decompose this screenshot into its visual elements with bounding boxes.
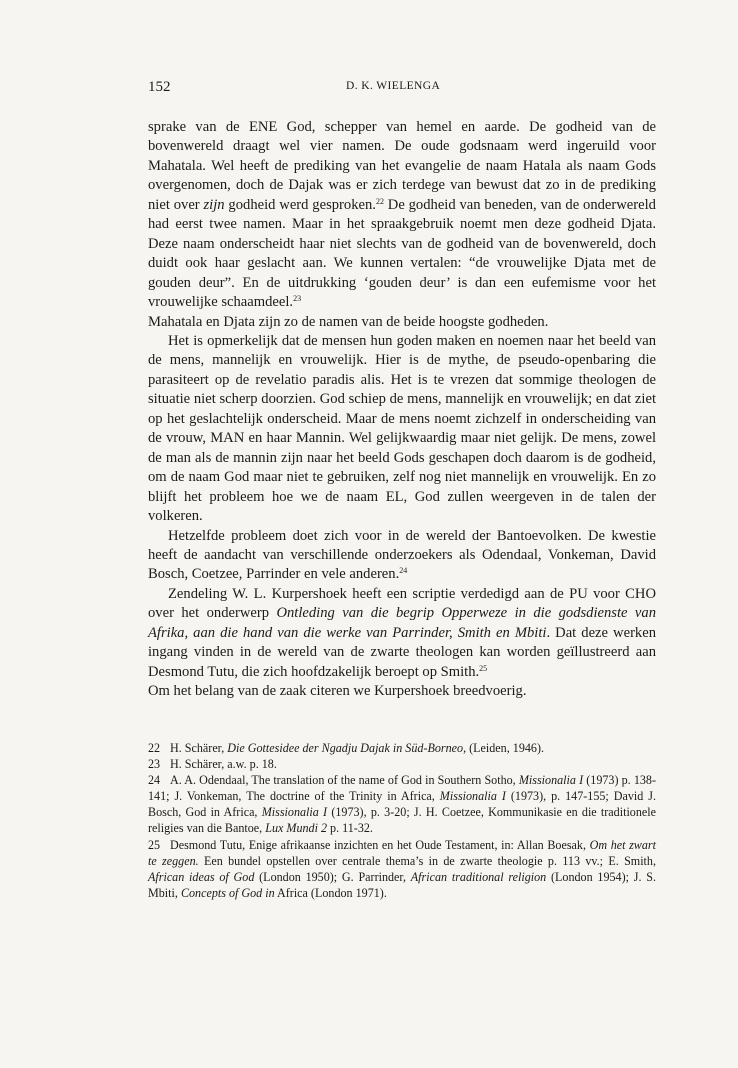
emphasis: Missionalia I [261, 805, 328, 820]
footnote-22 [148, 740, 656, 756]
text-run: (1973), p. 147-155; David J. Bosch, God in Africa, [148, 789, 656, 820]
page-header [148, 79, 656, 101]
emphasis: Die Gottesidee der Ngadju Dajak in Süd-Borneo, [227, 741, 467, 755]
text-run: (Leiden, 1946). [466, 741, 545, 755]
text-run: godheid werd gesproken. [224, 196, 376, 213]
emphasis: Missionalia I [518, 773, 584, 788]
emphasis: zijn [203, 196, 225, 213]
emphasis: African ideas of God [148, 869, 255, 884]
text-run: Zendeling W. L. Kurpershoek heeft een scriptie verdedigd aan de PU voor CHO over het onderwerp [148, 585, 656, 622]
text-run: De godheid van beneden, van de onderwereld had eerst twee namen. Maar in het spraakgebruik noemt men deze godheid Djata. Deze naam onderscheidt haar niet slechts van de godheid van de bovenwereld, doch duidt ook haar geslacht aan. We kunnen vertalen: “de vrouwelijke Djata met de gouden deur”. En de uitdrukking ‘gouden deur’ is dan een eufemisme voor het vrouwelijke schaamdeel. [148, 196, 656, 311]
text-run: Hetzelfde probleem doet zich voor in de wereld der Bantoevolken. De kwestie heeft de aandacht van verschillende onderzoekers als Odendaal, Vonkeman, David Bosch, Coetzee, Parrinder en vele anderen. [148, 527, 656, 583]
running-head: D. K. WIELENGA [346, 80, 441, 92]
text-run: (London 1950); G. Parrinder, [254, 869, 411, 884]
emphasis: Concepts of God in [180, 885, 275, 900]
text-run: (London 1954); J. S. Mbiti, [148, 869, 657, 900]
text-run: (1973) p. 138-141; J. Vonkeman, The doctrine of the Trinity in Africa, [148, 773, 656, 804]
footnote-ref-22[interactable]: 22 [375, 196, 384, 206]
emphasis: Lux Mundi 2 [265, 821, 328, 836]
paragraph-4 [148, 527, 656, 585]
emphasis: Missionalia I [439, 789, 506, 804]
footnote-number: 23 [148, 757, 161, 772]
footnotes [148, 740, 656, 901]
paragraph-2: Mahatala en Djata zijn zo de namen van de beide hoogste godheden. [148, 313, 549, 330]
footnote-ref-23[interactable]: 23 [293, 294, 302, 304]
text-run: (1973), p. 3-20; J. H. Coetzee, Kommunikasie en die traditionele religies van die Bantoe, [148, 805, 656, 836]
paragraph-5 [148, 585, 656, 682]
footnote-25 [148, 837, 656, 901]
footnote-number: 24 [148, 773, 161, 788]
footnote-number: 22 [148, 741, 161, 755]
footnote-number: 25 [148, 837, 161, 852]
text-run: sprake van de ENE God, schepper van hemel en aarde. De godheid van de bovenwereld draagt wel vier namen. De oude godsnaam werd ingeruild voor Mahatala. Wel heeft de prediking van het evangelie de naam Hatala als naam Gods overgenomen, doch de Dajak was er zich terdege van bewust dat zo in de prediking niet over [148, 119, 656, 213]
text-run: H. Schärer, a.w. p. 18. [170, 757, 277, 772]
text-run: . Dat deze werken ingang vinden in de wereld van de zwarte theologen kan worden geïllustreerd aan Desmond Tutu, die zich hoofdzakelijk beroept op Smith. [148, 624, 657, 680]
footnote-24 [148, 772, 656, 836]
text-run: Africa (London 1971). [274, 885, 387, 900]
thesis-title: Ontleding van die begrip Opperweze in die godsdienste van Afrika, aan die hand van die werke van Parrinder, Smith en Mbiti [148, 605, 657, 641]
emphasis: African traditional religion [410, 869, 547, 884]
text-run: Desmond Tutu, Enige afrikaanse inzichten en het Oude Testament, in: Allan Boesak, [170, 837, 590, 852]
text-run: H. Schärer, [170, 741, 228, 755]
text-run: p. 11-32. [327, 821, 373, 836]
footnote-ref-25[interactable]: 25 [479, 663, 488, 673]
text-run: A. A. Odendaal, The translation of the name of God in Southern Sotho, [170, 773, 519, 788]
body-text [148, 118, 656, 702]
footnote-ref-24[interactable]: 24 [399, 566, 408, 576]
page-number: 152 [148, 79, 171, 95]
paragraph-1 [148, 118, 656, 313]
paragraph-6: Om het belang van de zaak citeren we Kurpershoek breedvoerig. [148, 683, 527, 700]
emphasis: Om het zwart te zeggen. [148, 837, 656, 868]
paragraph-3: Het is opmerkelijk dat de mensen hun goden maken en noemen naar het beeld van de mens, mannelijk en vrouwelijk. Hier is de mythe, de pseudo-openbaring die parasiteert op de revelatio paradis alis. Het is te vrezen dat sommige theologen de situatie niet scherp doorzien. God schiep de mens, mannelijk en vrouwelijk; en dat ziet op het geslachtelijk onderscheid. Maar de mens noemt zichzelf in onderscheiding van de vrouw, MAN en haar Mannin. Wel gelijkwaardig maar niet gelijk. De mens, zowel de man als de mannin zijn naar het beeld Gods geschapen doch daarom is de godheid, om de naam God maar niet te gebruiken, zelf nog niet mannelijk en vrouwelijk. En zo blijft het probleem hoe we de naam EL, God zullen weergeven in de talen der volkeren. [148, 332, 656, 525]
footnote-23 [148, 756, 656, 772]
text-run: Een bundel opstellen over centrale thema’s in de zwarte theologie p. 113 vv.; E. Smith, [198, 853, 656, 868]
